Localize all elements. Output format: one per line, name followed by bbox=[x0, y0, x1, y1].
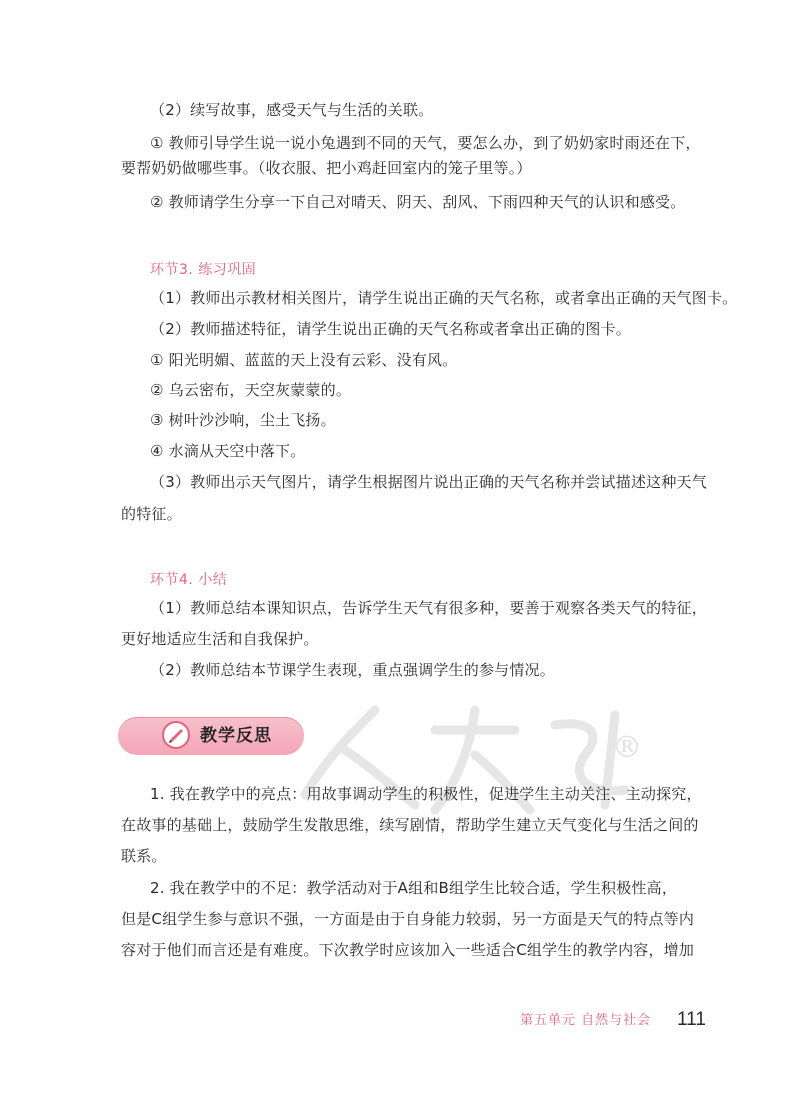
registered-mark: ® bbox=[612, 730, 642, 765]
reflection-p2-line3: 容对于他们而言还是有难度。下次教学时应该加入一些适合C组学生的教学内容，增加 bbox=[121, 941, 695, 959]
reflection-p2-line2: 但是C组学生参与意识不强，一方面是由于自身能力较弱，另一方面是天气的特点等内 bbox=[121, 910, 695, 928]
footer-section-label: 第五单元 自然与社会 bbox=[520, 1013, 652, 1028]
reflection-title: 教学反思 bbox=[200, 726, 272, 746]
step4-heading: 环节4. 小结 bbox=[150, 572, 228, 588]
reflection-banner bbox=[118, 717, 304, 755]
reflection-p1-line2: 在故事的基础上，鼓励学生发散思维，续写剧情，帮助学生建立天气变化与生活之间的 bbox=[121, 816, 699, 834]
page-number: 111 bbox=[677, 1009, 706, 1030]
reflection-p1-line1: 1. 我在教学中的亮点：用故事调动学生的积极性，促进学生主动关注、主动探究， bbox=[150, 785, 702, 803]
item-2-title: （2）续写故事，感受天气与生活的关联。 bbox=[150, 101, 434, 119]
step4-item-2: （2）教师总结本节课学生表现，重点强调学生的参与情况。 bbox=[150, 661, 555, 679]
pen-circle-icon bbox=[162, 721, 190, 749]
reflection-p1-line3: 联系。 bbox=[121, 847, 167, 865]
step3-item-3-line1: （3）教师出示天气图片，请学生根据图片说出正确的天气名称并尝试描述这种天气 bbox=[150, 473, 707, 491]
step4-item-1-line2: 更好地适应生活和自我保护。 bbox=[121, 630, 319, 648]
item-2-point-1-line2: 要帮奶奶做哪些事。（收衣服、把小鸡赶回室内的笼子里等。） bbox=[121, 159, 532, 177]
step3-point-2: ② 乌云密布，天空灰蒙蒙的。 bbox=[150, 381, 352, 399]
step3-point-4: ④ 水滴从天空中落下。 bbox=[150, 442, 306, 460]
item-2-point-1-line1: ① 教师引导学生说一说小兔遇到不同的天气，要怎么办，到了奶奶家时雨还在下， bbox=[150, 134, 701, 152]
step3-item-2: （2）教师描述特征，请学生说出正确的天气名称或者拿出正确的图卡。 bbox=[150, 320, 631, 338]
step3-point-1: ① 阳光明媚、蓝蓝的天上没有云彩、没有风。 bbox=[150, 351, 458, 369]
step3-heading: 环节3. 练习巩固 bbox=[150, 262, 257, 278]
step3-point-3: ③ 树叶沙沙响，尘土飞扬。 bbox=[150, 411, 336, 429]
step3-item-3-line2: 的特征。 bbox=[121, 505, 182, 523]
item-2-point-2: ② 教师请学生分享一下自己对晴天、阴天、刮风、下雨四种天气的认识和感受。 bbox=[150, 193, 686, 211]
step3-item-1: （1）教师出示教材相关图片，请学生说出正确的天气名称，或者拿出正确的天气图卡。 bbox=[150, 289, 738, 307]
step4-item-1-line1: （1）教师总结本课知识点，告诉学生天气有很多种，要善于观察各类天气的特征， bbox=[150, 599, 707, 617]
reflection-p2-line1: 2. 我在教学中的不足：教学活动对于A组和B组学生比较合适，学生积极性高， bbox=[150, 879, 678, 897]
